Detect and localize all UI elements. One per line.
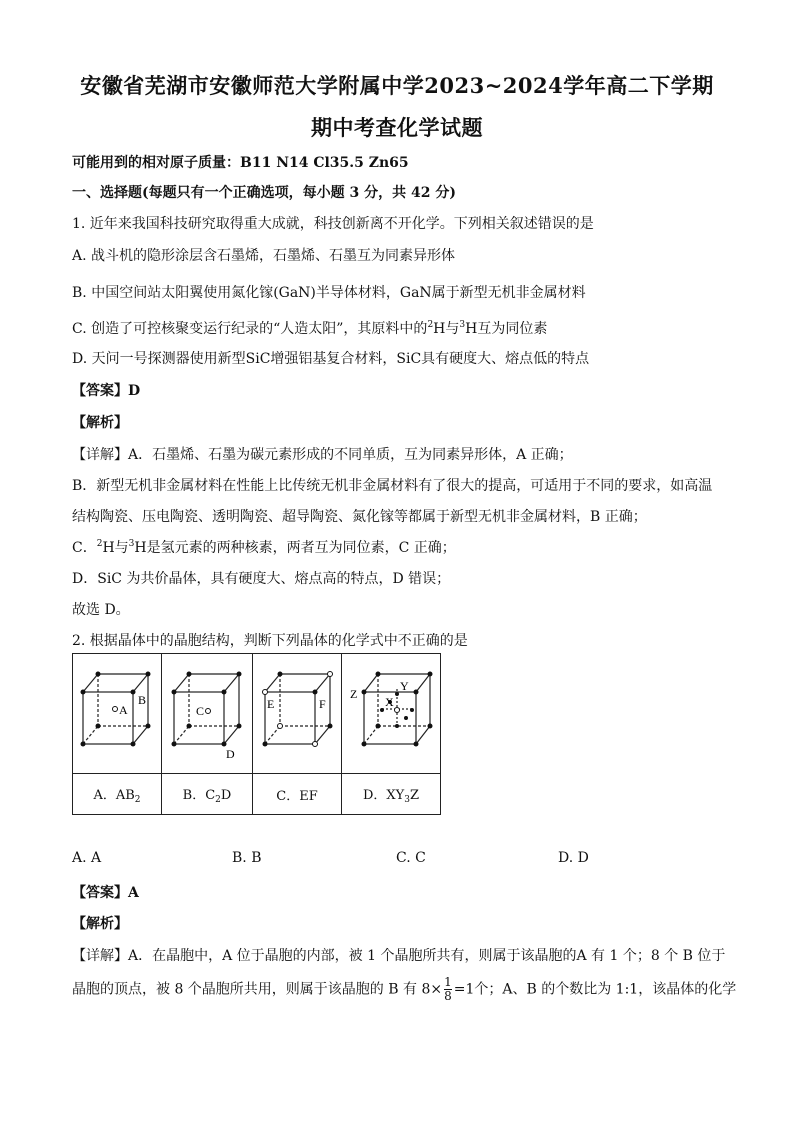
caption-b-sub: 2 [215,794,221,805]
q1-option-b: B. 中国空间站太阳翼使用氮化镓(GaN)半导体材料，GaN属于新型无机非金属材料 [72,285,586,301]
label-z: Z [350,687,358,701]
q1-option-a: A. 战斗机的隐形涂层含石墨烯，石墨烯、石墨互为同素异形体 [72,248,456,264]
fraction-denominator: 8 [444,989,452,1003]
q2-analysis-label: 【解析】 [72,916,128,932]
q1-dc-text2: H与 [102,540,129,556]
q1-analysis-label: 【解析】 [72,415,128,431]
q1-detail-a: 【详解】A．石墨烯、石墨为碳元素形成的不同单质，互为同素异形体，A 正确； [72,447,573,463]
q1-detail-c [72,537,456,557]
q1-option-c [72,318,547,338]
page-title-line2: 期中考查化学试题 [311,115,483,140]
caption-d-text: D．XY [362,787,405,803]
label-c: C [196,704,205,718]
q2-detail-2-post: =1个；A、B 的个数比为 1:1，该晶体的化学 [453,981,737,998]
q2-option-c: C. C [396,850,426,866]
q2-option-d: D. D [558,850,589,866]
section-heading: 一、选择题(每题只有一个正确选项，每小题 3 分，共 42 分) [72,185,456,201]
q1-option-d: D. 天问一号探测器使用新型SiC增强铝基复合材料，SiC具有硬度大、熔点低的特点 [72,351,590,367]
figure-cell-d [342,654,441,774]
atomic-masses: 可能用到的相对原子质量：B11 N14 Cl35.5 Zn65 [72,155,409,171]
q1-stem: 1. 近年来我国科技研究取得重大成就，科技创新离不开化学。下列相关叙述错误的是 [72,216,594,232]
fraction-one-eighth [444,976,452,1003]
q1-dc-text3: H是氢元素的两种核素，两者互为同位素，C 正确； [134,540,456,556]
label-f: F [319,697,326,711]
q2-option-b: B. B [232,850,262,866]
page-title-line1: 安徽省芜湖市安徽师范大学附属中学2023~2024学年高二下学期 [80,73,714,98]
caption-a [73,774,162,815]
unit-cell-a-diagram [73,654,161,769]
caption-d-tail: Z [409,787,420,803]
q1-c-sup1: 2 [427,320,434,330]
q1-c-sup2: 3 [459,320,466,330]
q1-c-text1: C. 创造了可控核聚变运行纪录的“人造太阳”，其原料中的 [72,321,428,337]
q1-dc-text1: C． [72,540,97,556]
unit-cell-c-diagram [253,654,341,769]
q1-dc-sup2: 3 [128,539,135,549]
q1-answer: 【答案】D [72,383,141,399]
label-y: Y [400,679,409,693]
caption-d-sub: 3 [404,794,410,805]
label-a: A [119,703,128,717]
q1-detail-b2: 结构陶瓷、压电陶瓷、透明陶瓷、超导陶瓷、氮化镓等都属于新型无机非金属材料，B 正确； [72,509,647,525]
q1-detail-d: D．SiC 为共价晶体，具有硬度大、熔点高的特点，D 错误； [72,571,451,587]
q1-c-text3: H互为同位素 [465,321,548,337]
label-e: E [267,697,275,711]
q2-detail-2-pre: 晶胞的顶点，被 8 个晶胞所共用，则属于该晶胞的 B 有 8× [72,981,443,998]
q1-c-text2: H与 [433,321,460,337]
q2-option-a: A. A [72,850,102,866]
caption-b [162,774,253,815]
caption-b-text: B．C [182,787,216,803]
caption-a-text: A．AB [93,787,135,803]
unit-cell-b-diagram [162,654,252,769]
caption-a-sub: 2 [134,794,141,805]
q2-detail-2 [72,976,736,1003]
crystal-figure-table [72,653,441,815]
caption-c: C．EF [253,774,342,815]
q2-detail-1: 【详解】A．在晶胞中，A 位于晶胞的内部，被 1 个晶胞所共有，则属于该晶胞的A 有 1 个；8 个 B 位于 [72,948,726,964]
figure-cell-b [162,654,253,774]
label-x: X [385,695,394,709]
label-d: D [226,747,235,761]
caption-b-tail: D [220,787,232,803]
q2-stem: 2. 根据晶体中的晶胞结构，判断下列晶体的化学式中不正确的是 [72,633,468,649]
q2-answer: 【答案】A [72,885,139,901]
figure-cell-c [253,654,342,774]
q1-detail-b1: B．新型无机非金属材料在性能上比传统无机非金属材料有了很大的提高，可适用于不同的要求，如高温 [72,478,713,494]
q1-dc-sup1: 2 [96,539,103,549]
fraction-numerator: 1 [444,975,452,989]
unit-cell-d-diagram [342,654,440,769]
caption-d [342,774,441,815]
label-b: B [138,693,147,707]
q1-conclusion: 故选 D。 [72,602,130,618]
figure-cell-a [73,654,162,774]
